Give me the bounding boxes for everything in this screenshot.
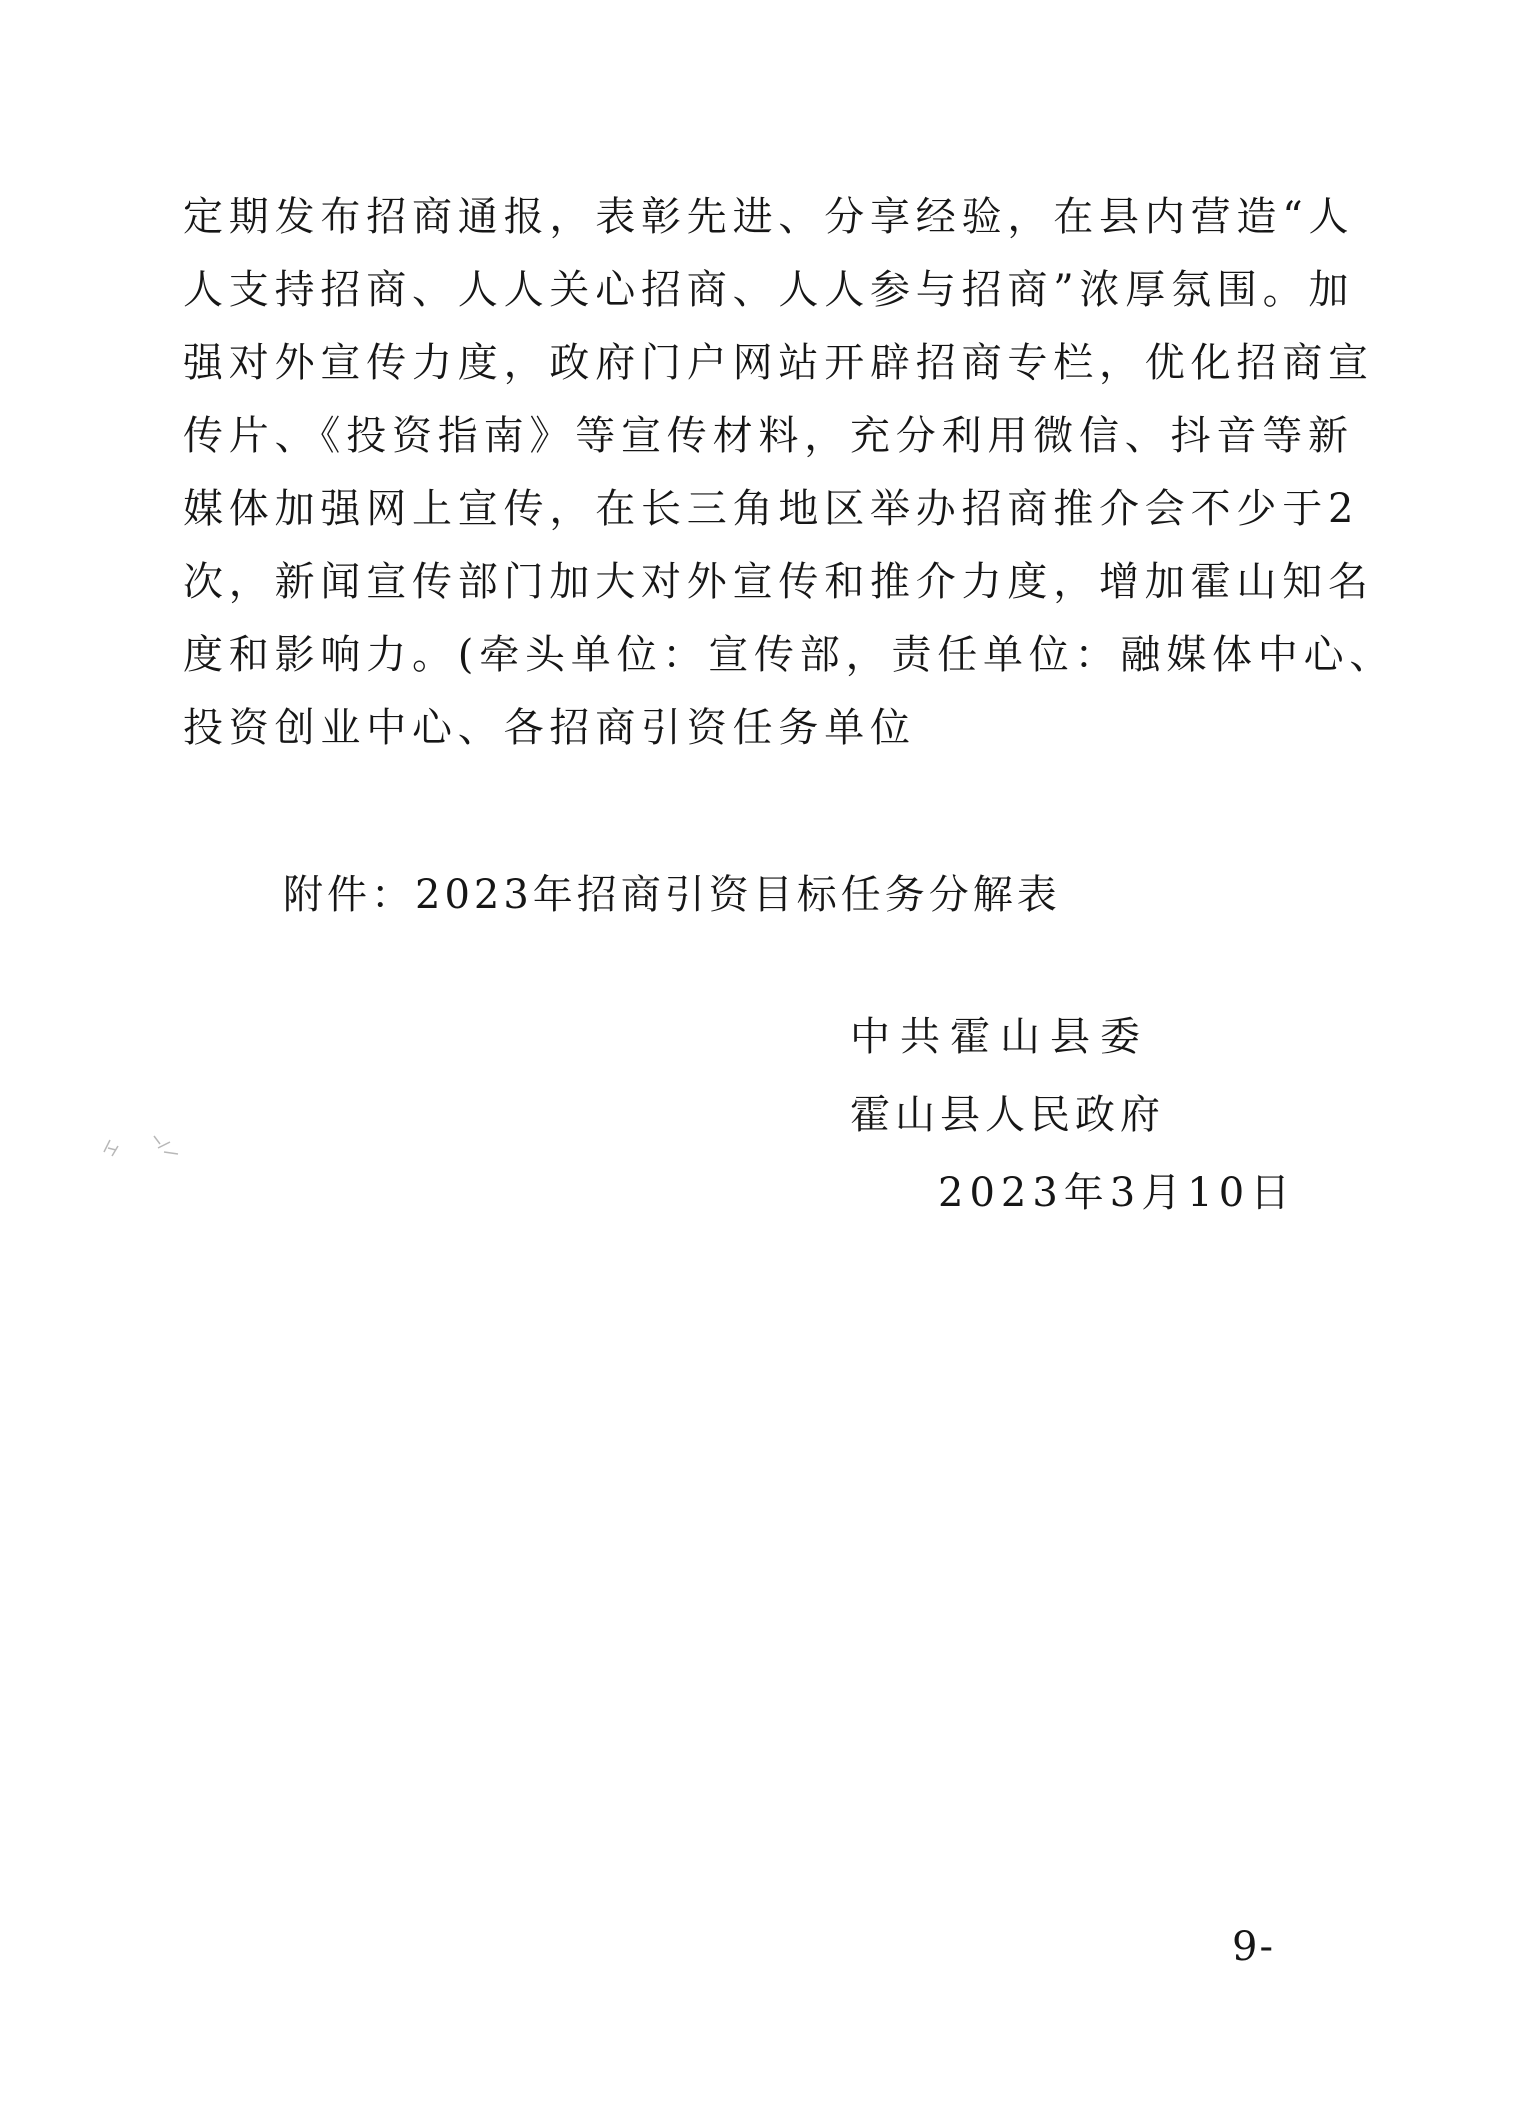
scan-smudge-mark <box>98 1118 188 1166</box>
body-line-1: 定期发布招商通报，表彰先进、分享经验，在县内营造“人 <box>183 194 1355 240</box>
body-line-6: 次，新闻宣传部门加大对外宣传和推介力度，增加霍山知名 <box>183 559 1374 605</box>
body-line-8: 投资创业中心、各招商引资任务单位 <box>183 705 916 751</box>
signature-org-party-committee: 中共霍山县委 <box>850 1014 1150 1060</box>
signature-date: 2023年3月10日 <box>938 1170 1297 1216</box>
body-line-7: 度和影响力。(牵头单位：宣传部，责任单位：融媒体中心、 <box>183 632 1396 678</box>
page-number: 9- <box>1232 1924 1275 1970</box>
body-line-4: 传片、《投资指南》等宣传材料，充分利用微信、抖音等新 <box>183 413 1354 459</box>
body-line-3: 强对外宣传力度，政府门户网站开辟招商专栏，优化招商宣 <box>183 340 1374 386</box>
body-line-2: 人支持招商、人人关心招商、人人参与招商”浓厚氛围。加 <box>183 267 1355 313</box>
signature-block <box>850 1012 1296 1246</box>
attachment-note: 附件：2023年招商引资目标任务分解表 <box>283 872 1061 918</box>
signature-org-government: 霍山县人民政府 <box>850 1092 1165 1138</box>
body-line-5: 媒体加强网上宣传，在长三角地区举办招商推介会不少于2 <box>183 486 1360 532</box>
body-paragraph <box>183 192 1396 776</box>
